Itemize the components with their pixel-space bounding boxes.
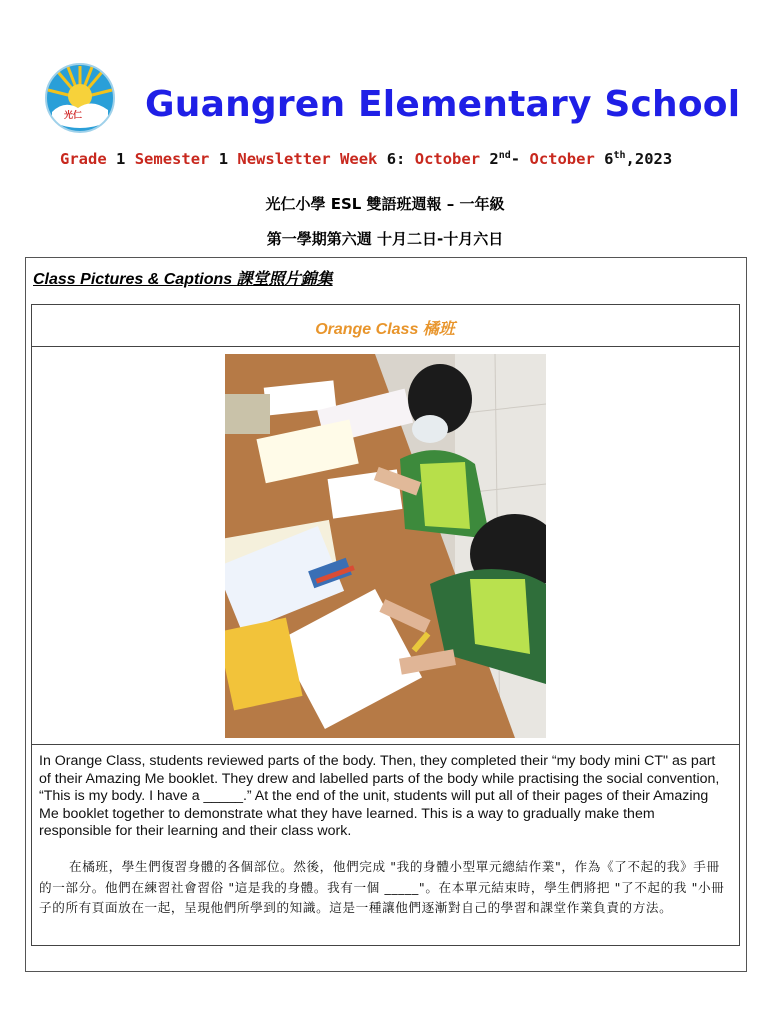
day-start: 2nd-: [489, 150, 521, 169]
week-value: 6:: [386, 150, 406, 169]
day-end: 6th,2023: [604, 150, 673, 169]
caption-chinese: 在橘班，學生們復習身體的各個部位。然後，他們完成 "我的身體小型單元總結作業"，作為《了不起的我》手冊的一部分。他們在練習社會習俗 "這是我的身體。我有一個 _____"。在本單元結束時，學生們將把 "了不起的我 "小冊子的所有頁面放在一起，呈現他們所學到的知識。這是一種讓他們逐漸對自己的學習和課堂作業負責的方法。: [39, 859, 725, 915]
grade-label: Grade: [60, 150, 107, 169]
class-photo: [225, 354, 546, 738]
caption-english: In Orange Class, students reviewed parts of the body. Then, they completed their “my body mini CT" as part of their Amazing Me booklet. They drew and labelled parts of the body while practising the social convention, “This is my body. I have a _____.” At the end of the unit, students will put all of their pages of their Amazing Me booklet together to demonstrate what they have learned. This is a way to gradually make them responsible for their learning and their class work.: [39, 753, 720, 839]
month-start: October: [414, 150, 481, 169]
semester-value: 1: [218, 150, 229, 169]
newsletter-subtitle: [60, 150, 672, 168]
class-name: Orange Class 橘班: [315, 321, 455, 338]
school-logo: [44, 62, 116, 134]
chinese-date-range: 第一學期第六週 十月二日-十月六日: [266, 230, 504, 248]
month-end: October: [529, 150, 595, 169]
logo-lettering: 光仁: [64, 111, 83, 121]
section-title: Class Pictures & Captions 課堂照片錦集: [33, 271, 333, 288]
chinese-title: 光仁小學 ESL 雙語班週報 – 一年級: [265, 195, 505, 213]
semester-label: Semester: [134, 150, 210, 169]
grade-value: 1: [116, 150, 126, 169]
photo-caption-divider: [31, 744, 740, 745]
school-name: Guangren Elementary School: [145, 84, 741, 125]
newsletter-label: Newsletter Week: [237, 150, 378, 169]
